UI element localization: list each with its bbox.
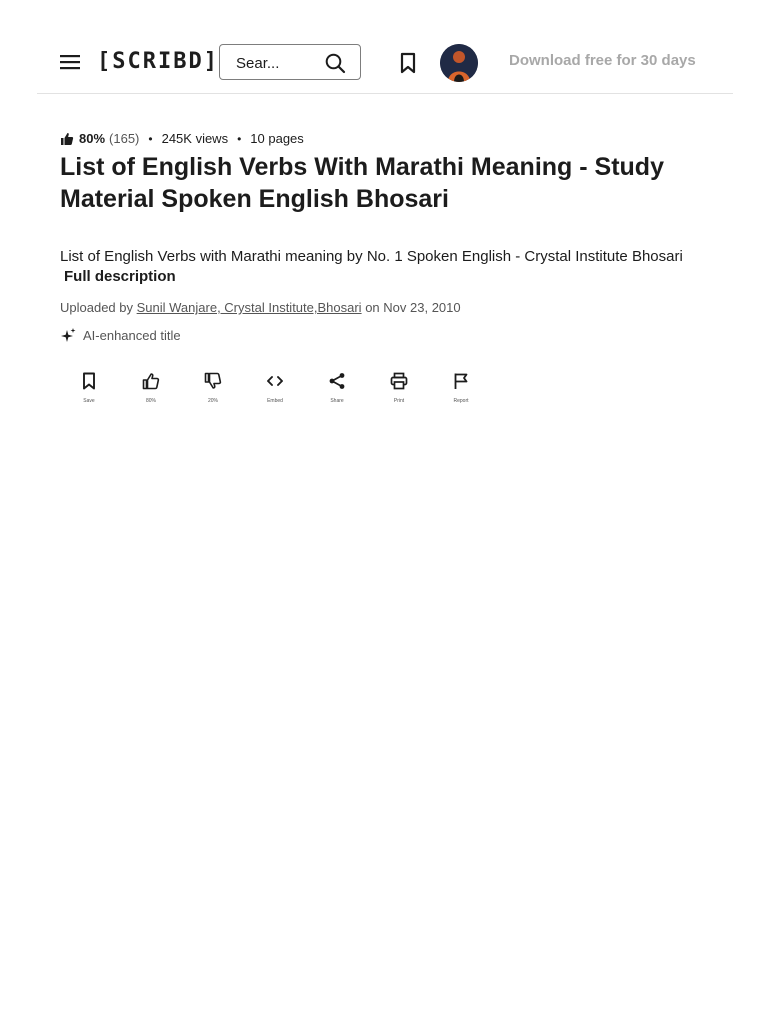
document-title: List of English Verbs With Marathi Meaning - Study Material Spoken English Bhosari xyxy=(60,153,664,213)
action-label: Save xyxy=(83,398,95,404)
share-button[interactable] xyxy=(306,372,368,404)
view-count: 245K views xyxy=(161,131,229,146)
rating-count: (165) xyxy=(109,131,140,146)
search-box[interactable] xyxy=(219,44,361,80)
report-button[interactable] xyxy=(430,372,492,404)
embed-button[interactable] xyxy=(244,372,306,404)
rating-percent: 80% xyxy=(79,131,106,146)
menu-icon[interactable] xyxy=(59,51,81,73)
bookmark-icon xyxy=(80,372,98,390)
thumbs-down-icon xyxy=(204,372,222,390)
separator-dot: • xyxy=(237,131,242,146)
save-button[interactable] xyxy=(58,372,120,404)
ai-enhanced-label: AI-enhanced title xyxy=(83,327,181,343)
share-icon xyxy=(328,372,346,390)
search-input[interactable] xyxy=(234,52,318,74)
action-label: Print xyxy=(393,398,405,404)
action-label: Share xyxy=(330,398,344,404)
full-description-button[interactable]: Full description xyxy=(64,268,176,285)
bookmark-icon[interactable] xyxy=(398,52,418,74)
avatar-image xyxy=(440,44,478,82)
separator-dot: • xyxy=(148,131,153,146)
print-button[interactable] xyxy=(368,372,430,404)
like-button[interactable] xyxy=(120,372,182,404)
thumbs-up-icon xyxy=(60,132,74,146)
document-description: List of English Verbs with Marathi meaning by No. 1 Spoken English - Crystal Institute Bhosari xyxy=(60,248,683,265)
flag-icon xyxy=(452,372,470,390)
page-count: 10 pages xyxy=(250,131,304,146)
document-meta xyxy=(60,131,304,146)
uploaded-prefix: Uploaded by xyxy=(60,300,133,315)
scribd-logo[interactable]: [SCRIBD] xyxy=(97,49,219,74)
upload-info xyxy=(60,300,461,315)
sparkle-icon xyxy=(60,327,76,343)
action-label: Report xyxy=(453,398,469,404)
action-label: 80% xyxy=(145,398,156,404)
dislike-button[interactable] xyxy=(182,372,244,404)
action-label: 20% xyxy=(207,398,218,404)
avatar[interactable] xyxy=(440,44,478,82)
embed-icon xyxy=(266,372,284,390)
uploader-link[interactable]: Sunil Wanjare, Crystal Institute,Bhosari xyxy=(136,300,362,315)
top-header xyxy=(37,0,733,94)
action-toolbar xyxy=(58,372,492,404)
action-label: Embed xyxy=(267,398,283,404)
thumbs-up-icon xyxy=(142,372,160,390)
ai-enhanced-badge xyxy=(60,327,181,343)
print-icon xyxy=(390,372,408,390)
uploaded-date: on Nov 23, 2010 xyxy=(365,300,461,315)
search-icon[interactable] xyxy=(324,52,346,74)
download-free-link[interactable]: Download free for 30 days xyxy=(509,52,696,69)
